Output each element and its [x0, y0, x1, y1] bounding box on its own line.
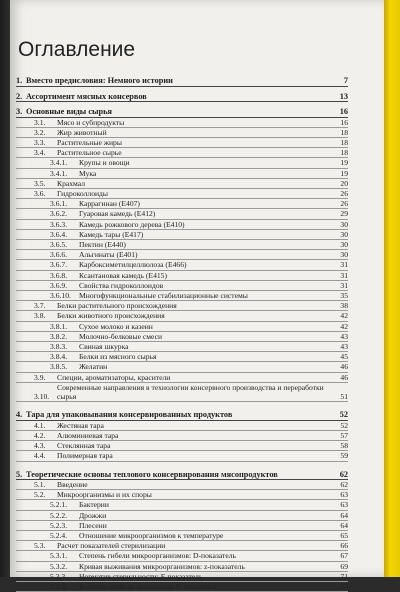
entry-number: 3.6.4. [50, 229, 68, 239]
entry-number: 3.9. [34, 372, 46, 382]
entry-title: Альгинаты (Е401) [79, 250, 138, 260]
entry-title: Белки из мясного сырья [79, 352, 157, 362]
entry-page: 51 [340, 391, 348, 401]
entry-number: 3.2. [34, 127, 46, 137]
toc-subentry [16, 342, 348, 352]
toc-subentry [16, 322, 348, 332]
entry-page: 31 [340, 260, 348, 270]
entry-title: Отношение микроорганизмов к температуре [79, 531, 224, 541]
toc-subentry [16, 500, 348, 510]
entry-title: Камедь тары (Е417) [79, 229, 144, 239]
entry-number: 3.6.9. [50, 280, 68, 290]
entry-title: Желатин [79, 362, 108, 372]
entry-page: 35 [340, 290, 348, 300]
chapter-page: 16 [339, 107, 348, 116]
toc-subentry [16, 209, 348, 219]
entry-title: Микроорганизмы и их споры [57, 490, 152, 500]
toc-subentry [16, 260, 348, 270]
entry-title: Камедь рожкового дерева (Е410) [79, 219, 185, 229]
entry-title: Каррагинан (Е407) [79, 199, 140, 209]
entry-number: 3.6.7. [50, 260, 68, 270]
entry-number: 5.2. [34, 490, 46, 500]
entry-page: 30 [340, 250, 348, 260]
entry-page: 31 [340, 280, 348, 290]
entry-number: 4.3. [34, 441, 46, 451]
entry-title: Растительное сырье [57, 148, 122, 158]
chapter-number: 3. [16, 107, 23, 116]
toc-entry [16, 480, 348, 490]
entry-page: 66 [340, 541, 348, 551]
entry-title: Гидроколлоиды [57, 188, 109, 198]
entry-number: 3.6.5. [50, 239, 68, 249]
entry-title: Влияние свойств продукта на F-показатель [79, 582, 219, 592]
toc-entry [16, 148, 348, 158]
toc-subentry [16, 332, 348, 342]
toc-subentry [16, 531, 348, 541]
entry-title: Белки растительного происхождения [57, 301, 177, 311]
entry-number: 3.6.10. [50, 290, 71, 300]
entry-title: Мука [79, 168, 97, 178]
toc-entry [16, 311, 348, 321]
entry-number: 5.3.3. [50, 571, 68, 581]
entry-page: 46 [340, 372, 348, 382]
chapter-title: Теоретические основы теплового консервирования мясопродуктов [26, 469, 278, 479]
toc-subentry [16, 169, 348, 179]
chapter-number: 4. [16, 410, 23, 420]
entry-number: 3.7. [34, 301, 46, 311]
chapter-number: 2. [16, 91, 23, 101]
toc-chapter-5 [16, 468, 348, 481]
entry-page: 58 [340, 441, 348, 451]
chapter-page: 7 [343, 76, 348, 85]
entry-number: 3.1. [34, 117, 46, 127]
entry-number: 3.6.6. [50, 250, 68, 260]
table-of-contents [16, 74, 348, 592]
toc-subentry [16, 158, 348, 168]
entry-page: 71 [340, 571, 348, 581]
toc-entry [16, 179, 348, 189]
entry-page: 30 [340, 219, 348, 229]
toc-entry [16, 118, 348, 128]
entry-page: 20 [340, 178, 348, 188]
entry-title: Кривая выживания микроорганизмов: z-показатель [79, 561, 245, 571]
book-cover-edge [384, 0, 400, 577]
entry-page: 18 [340, 148, 348, 158]
entry-number: 3.4. [34, 148, 46, 158]
entry-number: 4.2. [34, 430, 46, 440]
entry-title: Жир животный [57, 127, 107, 137]
toc-subentry [16, 199, 348, 209]
toc-subentry [16, 582, 348, 592]
entry-page: 26 [340, 188, 348, 198]
entry-page: 45 [340, 352, 348, 362]
toc-entry [16, 301, 348, 311]
chapter-number: 1. [16, 76, 23, 85]
entry-title: Молочно-белковые смеси [79, 331, 163, 341]
entry-number: 5.2.3. [50, 520, 68, 530]
entry-title: Свойства гидроколлоидов [79, 280, 164, 290]
entry-number: 3.8.3. [50, 341, 68, 351]
chapter-page: 62 [339, 469, 348, 479]
entry-title: Дрожжи [79, 510, 107, 520]
entry-number: 5.3.4. [50, 582, 68, 592]
toc-subentry [16, 511, 348, 521]
toc-chapter-4 [16, 408, 348, 421]
chapter-page: 52 [339, 410, 348, 420]
entry-page: 43 [340, 331, 348, 341]
entry-page: 19 [340, 158, 348, 168]
entry-title: Полимерная тара [57, 451, 113, 461]
entry-number: 3.6. [34, 188, 46, 198]
entry-title: Расчет показателей стерилизации [57, 541, 166, 551]
entry-page: 31 [340, 270, 348, 280]
book-page [10, 0, 384, 592]
entry-page: 30 [340, 239, 348, 249]
toc-entry [16, 541, 348, 551]
entry-page: 59 [340, 451, 348, 461]
entry-page: 63 [340, 490, 348, 500]
entry-title: Специи, ароматизаторы, красители [57, 372, 171, 382]
entry-page: 65 [340, 531, 348, 541]
entry-title: Карбоксиметилцеллюлоза (Е466) [79, 260, 187, 270]
entry-page: 19 [340, 168, 348, 178]
toc-subentry [16, 352, 348, 362]
entry-number: 5.1. [34, 480, 46, 489]
entry-number: 3.8. [34, 311, 46, 321]
entry-number: 3.6.2. [50, 209, 68, 219]
entry-title: Степень гибели микроорганизмов: D-показатель [79, 551, 236, 561]
entry-number: 3.8.2. [50, 331, 68, 341]
entry-page: 67 [340, 551, 348, 561]
toc-chapter-1 [16, 74, 348, 87]
entry-page: 29 [340, 209, 348, 219]
entry-page: 64 [340, 520, 348, 530]
toc-chapter-2 [16, 90, 348, 103]
toc-subentry [16, 291, 348, 301]
toc-entry [16, 451, 348, 461]
entry-title: Бактерии [79, 500, 109, 510]
entry-page: 18 [340, 137, 348, 147]
entry-title: Сухое молоко и казеин [79, 321, 153, 331]
entry-page: 57 [340, 430, 348, 440]
entry-number: 3.5. [34, 178, 46, 188]
toc-entry [16, 421, 348, 431]
entry-number: 4.4. [34, 451, 46, 461]
chapter-title: Ассортимент мясных консервов [26, 91, 147, 101]
toc-subentry [16, 250, 348, 260]
entry-page: 30 [340, 229, 348, 239]
entry-title: Пектин (Е440) [79, 239, 126, 249]
toc-entry [16, 431, 348, 441]
entry-page: 62 [340, 480, 348, 489]
toc-subentry [16, 562, 348, 572]
toc-subentry [16, 220, 348, 230]
entry-number: 5.2.4. [50, 531, 68, 541]
entry-title: Алюминиевая тара [57, 430, 119, 440]
entry-page: 38 [340, 301, 348, 311]
toc-entry [16, 373, 348, 383]
toc-subentry [16, 281, 348, 291]
toc-subentry [16, 551, 348, 561]
entry-number: 5.3.2. [50, 561, 68, 571]
entry-page: 63 [340, 500, 348, 510]
entry-page: 73 [340, 582, 348, 592]
entry-number: 3.8.5. [50, 362, 68, 372]
entry-title: Стеклянная тара [57, 441, 111, 451]
entry-number: 3.6.3. [50, 219, 68, 229]
entry-title: Ксантановая камедь (Е415) [79, 270, 167, 280]
entry-title: Крахмал [57, 178, 86, 188]
toc-chapter-3 [16, 105, 348, 118]
entry-title: Многофункциональные стабилизационные системы [79, 290, 248, 300]
entry-page: 64 [340, 510, 348, 520]
entry-number: 5.3.1. [50, 551, 68, 561]
page-title: Оглавление [18, 38, 136, 61]
toc-subentry [16, 362, 348, 372]
entry-page: 46 [340, 362, 348, 372]
entry-number: 3.6.8. [50, 270, 68, 280]
entry-title: Растительные жиры [57, 137, 122, 147]
entry-page: 18 [340, 127, 348, 137]
entry-title: Свиная шкурка [79, 341, 129, 351]
entry-number: 3.4.1. [50, 168, 68, 178]
toc-entry [16, 189, 348, 199]
entry-title: Плесени [79, 520, 107, 530]
toc-entry [16, 490, 348, 500]
entry-number: 3.10. [34, 391, 50, 401]
chapter-number: 5. [16, 469, 23, 479]
entry-number: 3.8.4. [50, 352, 68, 362]
entry-number: 3.6.1. [50, 199, 68, 209]
entry-title: Введение [57, 480, 88, 489]
entry-number: 4.1. [34, 420, 46, 430]
entry-title: Белки животного происхождения [57, 311, 165, 321]
entry-page: 42 [340, 321, 348, 331]
entry-number: 3.8.1. [50, 321, 68, 331]
entry-number: 3.4.1. [50, 158, 68, 168]
toc-subentry [16, 271, 348, 281]
chapter-title: Вместо предисловия: Немного истории [26, 76, 173, 85]
entry-title: Крупы и овощи [79, 158, 130, 168]
toc-entry [16, 383, 348, 402]
toc-subentry [16, 521, 348, 531]
entry-title: Норматив стерильности: F-показатель [79, 571, 203, 581]
toc-subentry [16, 240, 348, 250]
chapter-title: Тара для упаковывания консервированных продуктов [26, 410, 233, 420]
entry-page: 69 [340, 561, 348, 571]
toc-entry [16, 128, 348, 138]
entry-title: Современные направления в технологии консервного производства и переработки сырья [57, 382, 324, 401]
entry-number: 5.2.2. [50, 510, 68, 520]
entry-title: Жестяная тара [57, 420, 104, 430]
entry-number: 5.2.1. [50, 500, 68, 510]
toc-entry [16, 441, 348, 451]
entry-page: 42 [340, 311, 348, 321]
entry-title: Мясо и субпродукты [57, 117, 125, 127]
toc-subentry [16, 230, 348, 240]
chapter-page: 13 [339, 91, 348, 101]
entry-page: 52 [340, 420, 348, 430]
entry-number: 5.3. [34, 541, 46, 551]
entry-title: Гуаровая камедь (Е412) [79, 209, 156, 219]
entry-number: 3.3. [34, 137, 46, 147]
chapter-title: Основные виды сырья [26, 107, 113, 116]
entry-page: 43 [340, 341, 348, 351]
toc-entry [16, 138, 348, 148]
entry-page: 26 [340, 199, 348, 209]
entry-page: 16 [340, 117, 348, 127]
